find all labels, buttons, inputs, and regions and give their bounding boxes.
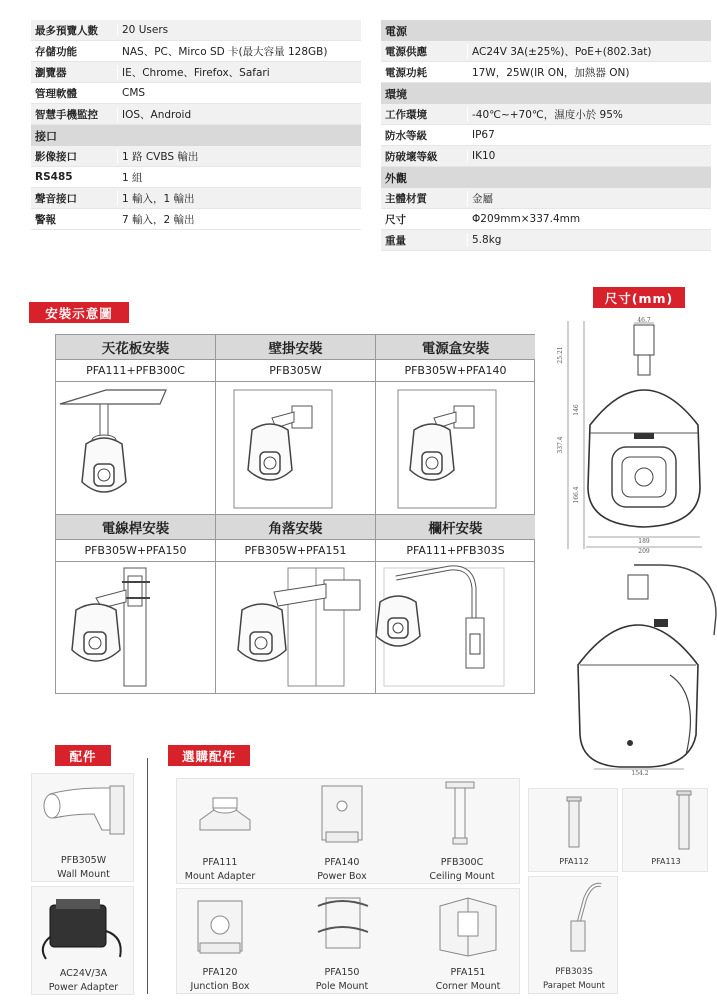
- spec-value: AC24V 3A(±25%)、PoE+(802.3at): [467, 44, 711, 59]
- spec-row: [31, 62, 361, 83]
- dim-top-width: 46.7: [637, 317, 651, 324]
- pole-mount-illustration: [56, 562, 216, 693]
- spec-value: 7 輸入，2 輸出: [117, 212, 361, 227]
- optional-part-card-pfa112: [528, 788, 618, 872]
- dim-total-height: 337.4: [557, 436, 564, 454]
- install-image-ceiling: [56, 382, 216, 515]
- installation-grid: [55, 334, 535, 694]
- spec-value: 20 Users: [117, 24, 361, 36]
- spec-row: [381, 209, 711, 230]
- part-model: AC24V/3A: [59, 968, 108, 979]
- install-title-wall: 壁掛安裝: [216, 335, 376, 360]
- spec-value: 5.8kg: [467, 234, 711, 246]
- spec-key: RS485: [35, 171, 73, 183]
- spec-value: CMS: [117, 87, 361, 99]
- part-card-wall-mount: [31, 773, 134, 882]
- install-model-corner: PFB305W+PFA151: [216, 540, 376, 562]
- spec-key: 防破壞等級: [385, 150, 438, 163]
- extension-pole-icon: [529, 789, 619, 855]
- part-model: PFA140: [324, 857, 360, 868]
- part-model: PFA113: [651, 857, 681, 866]
- parts-divider: [147, 758, 148, 994]
- spec-value: IE、Chrome、Firefox、Safari: [117, 65, 361, 80]
- spec-row: [381, 146, 711, 167]
- optional-part-label: [176, 966, 264, 994]
- dim-upper-height: 146: [573, 404, 580, 416]
- section-header-power: 電源: [381, 20, 711, 41]
- part-name: Pole Mount: [315, 981, 369, 992]
- part-model: PFA120: [202, 967, 238, 978]
- optional-part-card-pfb303s: [528, 876, 618, 994]
- dim-inner-width: 189: [638, 538, 650, 545]
- spec-key: 管理軟體: [35, 87, 77, 100]
- optional-part-label: [420, 966, 516, 994]
- spec-row: [31, 83, 361, 104]
- part-name: Ceiling Mount: [429, 871, 495, 882]
- spec-key: 電源功耗: [385, 66, 427, 79]
- spec-value: Φ209mm×337.4mm: [467, 213, 711, 225]
- part-label: [32, 854, 135, 882]
- spec-key: 主體材質: [385, 192, 427, 205]
- spec-value: IK10: [467, 150, 711, 162]
- spec-key: 尺寸: [385, 213, 406, 226]
- dim-bottom-width: 154.2: [631, 770, 649, 775]
- wall-mount-illustration: [216, 382, 376, 515]
- part-model: PFA150: [324, 967, 360, 978]
- corner-mount-icon: [434, 892, 502, 958]
- part-model: PFA112: [559, 857, 589, 866]
- section-header-interface: 接口: [31, 125, 361, 146]
- dimensions-badge: 尺寸(mm): [593, 287, 685, 308]
- spec-value: IOS、Android: [117, 107, 361, 122]
- spec-row: [381, 62, 711, 83]
- spec-row: [31, 20, 361, 41]
- optional-part-label: [414, 856, 510, 884]
- part-name: Wall Mount: [57, 869, 110, 880]
- parapet-mount-icon: [529, 877, 619, 965]
- spec-row: [381, 41, 711, 62]
- ceiling-mount-icon: [440, 778, 480, 850]
- spec-row: [381, 125, 711, 146]
- part-name: Junction Box: [190, 981, 250, 992]
- install-image-parapet: [376, 562, 535, 693]
- install-title-powerbox: 電源盒安裝: [376, 335, 535, 360]
- spec-value: IP67: [467, 129, 711, 141]
- install-image-corner: [216, 562, 376, 693]
- install-title-pole: 電線桿安裝: [56, 515, 216, 540]
- part-card-power-adapter: [31, 886, 134, 995]
- part-model: PFB303S: [555, 967, 593, 977]
- install-image-wall: [216, 382, 376, 515]
- part-model: PFA111: [202, 857, 238, 868]
- spec-key: 智慧手機監控: [35, 108, 98, 121]
- spec-key: 電源供應: [385, 45, 427, 58]
- spec-value: -40℃~+70℃，濕度小於 95%: [467, 107, 711, 122]
- install-model-pole: PFB305W+PFA150: [56, 540, 216, 562]
- part-label: [32, 967, 135, 995]
- part-name: Mount Adapter: [184, 871, 256, 882]
- spec-key: 影像接口: [35, 150, 77, 163]
- install-model-ceiling: PFA111+PFB300C: [56, 360, 216, 382]
- spec-value: NAS、PC、Mirco SD 卡(最大容量 128GB): [117, 44, 361, 59]
- camera-dimension-illustration: [550, 315, 717, 775]
- spec-value: 1 輸入，1 輸出: [117, 191, 361, 206]
- spec-row: [31, 209, 361, 230]
- spec-table-left: [31, 20, 361, 230]
- spec-key: 存儲功能: [35, 45, 77, 58]
- spec-key: 最多預覽人數: [35, 24, 98, 37]
- spec-value: 1 組: [117, 170, 361, 185]
- spec-value: 金屬: [467, 191, 711, 206]
- part-name: Parapet Mount: [543, 981, 605, 991]
- install-title-parapet: 欄杆安裝: [376, 515, 535, 540]
- parapet-mount-illustration: [376, 562, 535, 693]
- dim-outer-width: 209: [638, 548, 650, 555]
- mount-adapter-icon: [190, 790, 260, 850]
- spec-row: [381, 104, 711, 125]
- spec-key: 警報: [35, 213, 56, 226]
- part-model: PFB305W: [60, 855, 107, 866]
- corner-mount-illustration: [216, 562, 376, 693]
- spec-row: [31, 104, 361, 125]
- spec-key: 防水等級: [385, 129, 427, 142]
- install-model-powerbox: PFB305W+PFA140: [376, 360, 535, 382]
- extension-pole-long-icon: [623, 789, 709, 855]
- powerbox-mount-illustration: [376, 382, 535, 515]
- optional-part-label: [298, 966, 386, 994]
- spec-row: [31, 167, 361, 188]
- pole-mount-icon: [312, 892, 374, 958]
- optional-part-label: [298, 856, 386, 884]
- spec-row: [31, 146, 361, 167]
- part-model: PFB300C: [440, 857, 484, 868]
- power-adapter-icon: [32, 887, 135, 967]
- spec-key: 聲音接口: [35, 192, 77, 205]
- optional-parts-badge: 選購配件: [168, 745, 250, 766]
- install-model-wall: PFB305W: [216, 360, 376, 382]
- install-image-powerbox: [376, 382, 535, 515]
- junction-box-icon: [192, 895, 248, 959]
- dim-cap-height: 25.21: [557, 346, 564, 364]
- spec-row: [31, 41, 361, 62]
- optional-part-label: [176, 856, 264, 884]
- section-header-exterior: 外觀: [381, 167, 711, 188]
- spec-row: [31, 188, 361, 209]
- install-image-pole: [56, 562, 216, 693]
- install-model-parapet: PFA111+PFB303S: [376, 540, 535, 562]
- spec-key: 工作環境: [385, 108, 427, 121]
- spec-key: 重量: [385, 234, 406, 247]
- power-box-icon: [312, 780, 372, 850]
- install-diagram-badge: 安裝示意圖: [29, 302, 129, 323]
- install-title-ceiling: 天花板安裝: [56, 335, 216, 360]
- wall-mount-icon: [32, 774, 135, 854]
- spec-row: [381, 230, 711, 251]
- spec-value: 17W，25W(IR ON，加熱器 ON): [467, 65, 711, 80]
- part-name: Power Adapter: [48, 982, 119, 993]
- section-header-environment: 環境: [381, 83, 711, 104]
- part-name: Corner Mount: [435, 981, 501, 992]
- optional-part-card-pfa113: [622, 788, 708, 872]
- spec-key: 瀏覽器: [35, 66, 67, 79]
- spec-value: 1 路 CVBS 輸出: [117, 149, 361, 164]
- part-name: Power Box: [317, 871, 367, 882]
- spec-table-right: [381, 20, 711, 251]
- part-model: PFA151: [450, 967, 486, 978]
- ceiling-mount-illustration: [56, 382, 216, 515]
- spec-row: [381, 188, 711, 209]
- optional-part-label: [529, 965, 619, 993]
- install-title-corner: 角落安裝: [216, 515, 376, 540]
- dim-lower-height: 166.4: [573, 486, 580, 504]
- parts-badge: 配件: [55, 745, 111, 766]
- dimension-drawing: [550, 315, 717, 775]
